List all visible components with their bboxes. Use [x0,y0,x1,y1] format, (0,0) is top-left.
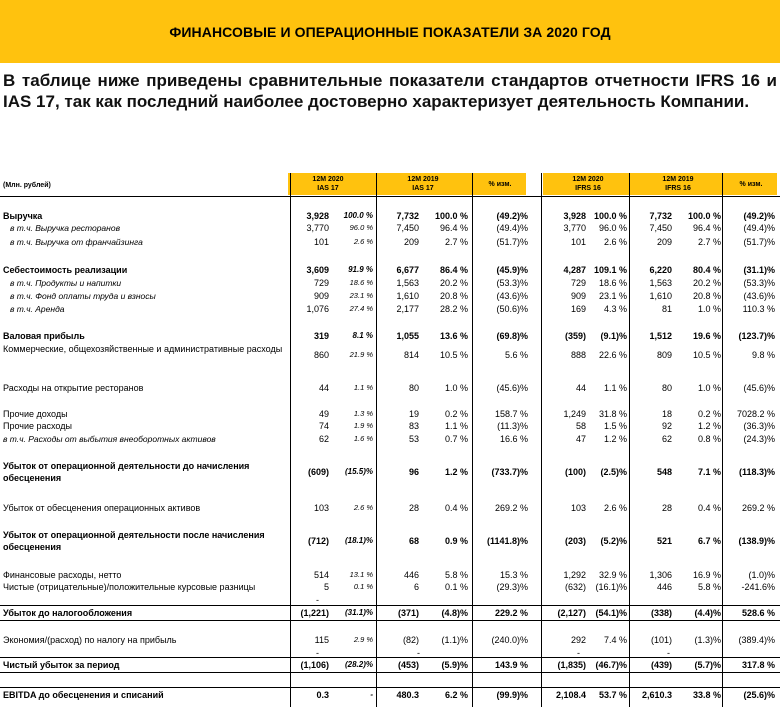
dash-mark: - [316,595,319,605]
cell: (54.1)% [595,608,627,618]
cell: 6 [413,582,419,592]
cell: 28.2 % [439,304,468,314]
cell: 3,770 [306,223,329,233]
cell: 44 [575,383,586,393]
cell: (1141.8)% [486,536,528,546]
cell: (53.3)% [743,278,775,288]
cell: 446 [656,582,672,592]
table-row [0,569,780,581]
row-label: в т.ч. Расходы от выбытия внеоборотных активов [3,434,216,444]
cell: 8.1 % [352,331,373,340]
cell: (609) [307,467,329,477]
cell: 2,108.4 [555,690,586,700]
cell: 2,610.3 [641,690,672,700]
cell: 4,287 [563,265,586,275]
dash-mark: - [417,648,420,658]
cell: (453) [397,660,419,670]
cell: 101 [313,237,329,247]
cell: 10.5 % [692,350,721,360]
cell: 23.1 % [349,291,373,300]
cell: 7028.2 % [736,409,775,419]
cell: 115 [314,635,329,645]
cell: 62 [318,434,329,444]
dash-mark: - [667,648,670,658]
cell: (51.7)% [743,237,775,247]
table-row [0,343,780,367]
cell: 2.7 % [697,237,721,247]
cell: 0.8 % [697,434,721,444]
cell: (1.0)% [748,570,775,580]
cell: 1,512 [649,331,672,341]
cell: 100.0 % [593,211,627,221]
total-rule [0,672,780,673]
cell: 1.0 % [444,383,468,393]
row-label: Убыток до налогообложения [3,608,133,618]
cell: (25.6)% [743,690,775,700]
cell: 53 [408,434,419,444]
cell: 0.1 % [444,582,468,592]
cell: 91.9 % [348,265,373,274]
table-row [0,659,780,671]
cell: 860 [313,350,329,360]
cell: (4.4)% [694,608,721,618]
table-row [0,290,780,302]
cell: 96.4 % [439,223,468,233]
table-row [0,502,780,514]
cell: 110.3 % [742,304,775,314]
cell: 80 [661,383,672,393]
row-label: в т.ч. Выручка от франчайзинга [10,237,143,247]
cell: 27.4 % [349,304,373,313]
cell: 1,249 [563,409,586,419]
cell: 446 [403,570,419,580]
dash-mark: - [577,648,580,658]
total-rule [0,620,780,621]
cell: 2.6 % [603,237,627,247]
cell: 6.2 % [444,690,468,700]
cell: 4.3 % [603,304,627,314]
cell: (99.9)% [496,690,528,700]
cell: (203) [564,536,586,546]
cell: 7,732 [396,211,419,221]
header-change-ias17: % изм. [488,181,512,188]
table-row [0,460,780,484]
cell: 7.1 % [697,467,721,477]
cell: 1.0 % [697,304,721,314]
units-label: (Млн. рублей) [3,182,51,189]
cell: 44 [318,383,329,393]
cell: 1.1 % [353,383,373,392]
cell: (240.0)% [491,635,528,645]
table-row [0,408,780,420]
cell: (16.1)% [595,582,627,592]
title-banner [0,0,780,63]
cell: - [370,690,373,699]
cell: 22.6 % [598,350,627,360]
cell: 7,450 [649,223,672,233]
cell: (733.7)% [491,467,528,477]
cell: 480.3 [396,690,419,700]
cell: 7,450 [396,223,419,233]
cell: 548 [656,467,672,477]
cell: 1,306 [649,570,672,580]
cell: 2,177 [396,304,419,314]
cell: 49 [318,409,329,419]
cell: (53.3)% [496,278,528,288]
cell: 28 [408,503,419,513]
row-label: Экономия/(расход) по налогу на прибыль [3,635,177,645]
cell: 158.7 % [494,409,528,419]
cell: 0.4 % [444,503,468,513]
cell: 2.7 % [444,237,468,247]
cell: 229.2 % [494,608,528,618]
cell: 269.2 % [741,503,775,513]
cell: (1.1)% [441,635,468,645]
cell: 100.0 % [687,211,721,221]
banner-title: ФИНАНСОВЫЕ И ОПЕРАЦИОННЫЕ ПОКАЗАТЕЛИ ЗА 2020 ГОД [169,23,611,40]
total-rule [0,687,780,688]
cell: 100.0 % [434,211,468,221]
row-label: Себестоимость реализации [3,265,128,275]
cell: (338) [650,608,672,618]
table-row [0,210,780,222]
cell: 13.6 % [439,331,468,341]
cell: 109.1 % [593,265,627,275]
cell: 269.2 % [494,503,528,513]
cell: 18.6 % [598,278,627,288]
cell: 6,677 [396,265,419,275]
cell: 92 [661,421,672,431]
cell: 18 [661,409,672,419]
cell: 80.4 % [692,265,721,275]
cell: (82) [402,635,419,645]
cell: (1,106) [300,660,329,670]
header-12m2019-ias17: 12M 2019 IAS 17 [407,176,439,192]
cell: 47 [575,434,586,444]
row-label: Коммерческие, общехозяйственные и административные расходы [3,344,283,354]
cell: 319 [313,331,329,341]
cell: 5.8 % [697,582,721,592]
cell: (2.5)% [600,467,627,477]
cell: 103 [313,503,329,513]
cell: 100.0 % [343,211,373,220]
cell: 5.6 % [504,350,528,360]
cell: 1.9 % [353,421,373,430]
cell: 7,732 [649,211,672,221]
cell: 0.9 % [444,536,468,546]
table-row [0,433,780,445]
cell: (45.9)% [496,265,528,275]
cell: 62 [661,434,672,444]
cell: (50.6)% [496,304,528,314]
cell: 3,928 [306,211,329,221]
cell: (69.8)% [496,331,528,341]
table-row [0,581,780,593]
cell: 20.2 % [439,278,468,288]
cell: (118.3)% [738,467,775,477]
cell: 1.1 % [444,421,468,431]
cell: (632) [564,582,586,592]
cell: 20.8 % [439,291,468,301]
cell: 10.5 % [439,350,468,360]
total-rule [0,657,780,658]
cell: 143.9 % [494,660,528,670]
cell: 20.2 % [692,278,721,288]
cell: 169 [570,304,586,314]
cell: 209 [656,237,672,247]
cell: 3,770 [563,223,586,233]
row-label: Финансовые расходы, нетто [3,570,122,580]
cell: 7.4 % [603,635,627,645]
cell: 514 [313,570,329,580]
cell: 1.5 % [603,421,627,431]
cell: (1,835) [557,660,586,670]
table-row [0,303,780,315]
cell: (5.2)% [600,536,627,546]
row-label: Выручка [3,211,43,221]
cell: (29.3)% [496,582,528,592]
cell: 15.3 % [499,570,528,580]
cell: (4.8)% [441,608,468,618]
cell: 33.8 % [692,690,721,700]
row-label: в т.ч. Выручка ресторанов [10,223,121,233]
cell: (11.3)% [497,421,528,431]
table-row [0,330,780,342]
cell: (123.7)% [738,331,775,341]
cell: 814 [403,350,419,360]
header-12m2019-ifrs16: 12M 2019 IFRS 16 [662,176,694,192]
cell: 96.4 % [692,223,721,233]
table-row [0,607,780,619]
cell: 20.8 % [692,291,721,301]
cell: 19.6 % [692,331,721,341]
cell: 53.7 % [598,690,627,700]
cell: 81 [661,304,672,314]
table-row [0,382,780,394]
cell: (389.4)% [738,635,775,645]
cell: 9.8 % [751,350,775,360]
row-label: в т.ч. Фонд оплаты труда и взносы [10,291,156,301]
cell: 96.0 % [349,223,373,232]
cell: (36.3)% [743,421,775,431]
cell: 1.2 % [444,467,468,477]
cell: 1.1 % [603,383,627,393]
cell: 1.2 % [697,421,721,431]
cell: 1,610 [649,291,672,301]
cell: (2,127) [557,608,586,618]
cell: 103 [570,503,586,513]
row-label: Убыток от операционной деятельности до начисления обесценения [3,461,250,483]
table-row [0,236,780,248]
cell: (1.3)% [694,635,721,645]
cell: 2.6 % [353,237,373,246]
cell: 729 [313,278,329,288]
cell: 209 [403,237,419,247]
total-rule [0,605,780,606]
cell: 5 [323,582,329,592]
cell: 2.6 % [353,503,373,512]
cell: (43.6)% [496,291,528,301]
row-label: Расходы на открытие ресторанов [3,383,144,393]
cell: (45.6)% [496,383,528,393]
cell: (31.1)% [344,608,373,617]
cell: 101 [570,237,586,247]
cell: (9.1)% [600,331,627,341]
table-row [0,222,780,234]
table-row [0,529,780,553]
cell: (100) [564,467,586,477]
cell: 909 [313,291,329,301]
cell: 68 [408,536,419,546]
cell: 58 [575,421,586,431]
cell: 729 [570,278,586,288]
row-label: Убыток от операционной деятельности после начисления обесценения [3,530,265,552]
cell: 21.9 % [349,350,373,359]
dash-mark: - [316,648,319,658]
cell: 13.1 % [349,570,373,579]
cell: (359) [564,331,586,341]
cell: 1,055 [396,331,419,341]
header-rule [0,196,780,197]
row-label: Убыток от обесценения операционных активов [3,503,201,513]
cell: 1.3 % [353,409,373,418]
cell: 6,220 [649,265,672,275]
cell: 28 [661,503,672,513]
cell: 86.4 % [439,265,468,275]
row-label: Чистый убыток за период [3,660,120,670]
row-label: Чистые (отрицательные)/положительные курсовые разницы [3,582,256,592]
cell: (24.3)% [743,434,775,444]
cell: 1.0 % [697,383,721,393]
cell: (712) [307,536,329,546]
cell: (5.9)% [441,660,468,670]
cell: 96 [408,467,419,477]
cell: 5.8 % [444,570,468,580]
row-label: EBITDA до обесценения и списаний [3,690,164,700]
cell: (138.9)% [738,536,775,546]
cell: 18.6 % [349,278,373,287]
cell: 0.3 [316,690,329,700]
cell: 1,610 [396,291,419,301]
cell: 2.9 % [353,635,373,644]
cell: (46.7)% [595,660,627,670]
cell: 1,563 [649,278,672,288]
cell: 0.2 % [697,409,721,419]
cell: (18.1)% [344,536,373,545]
cell: 74 [318,421,329,431]
cell: (15.5)% [344,467,373,476]
cell: (439) [650,660,672,670]
row-label: в т.ч. Продукты и напитки [10,278,122,288]
cell: (49.4)% [496,223,528,233]
row-label: Прочие расходы [3,421,72,431]
cell: 909 [570,291,586,301]
cell: (28.2)% [344,660,373,669]
cell: 0.4 % [697,503,721,513]
row-label: Прочие доходы [3,409,68,419]
cell: (101) [650,635,672,645]
cell: 31.8 % [598,409,627,419]
table-row [0,420,780,432]
cell: 96.0 % [598,223,627,233]
cell: 16.9 % [692,570,721,580]
cell: 83 [408,421,419,431]
cell: (49.2)% [496,211,528,221]
header-12m2020-ias17: 12M 2020 IAS 17 [312,176,344,192]
cell: 6.7 % [697,536,721,546]
cell: (5.7)% [694,660,721,670]
cell: 1,292 [563,570,586,580]
cell: 0.2 % [444,409,468,419]
cell: (1,221) [300,608,329,618]
table-row [0,689,780,701]
cell: 1,076 [306,304,329,314]
cell: 80 [408,383,419,393]
cell: 528.6 % [741,608,775,618]
cell: 32.9 % [598,570,627,580]
cell: 521 [656,536,672,546]
cell: 1.2 % [603,434,627,444]
header-12m2020-ifrs16: 12M 2020 IFRS 16 [572,176,604,192]
cell: 2.6 % [603,503,627,513]
cell: 292 [570,635,586,645]
table-row [0,634,780,646]
cell: 1.6 % [353,434,373,443]
cell: (51.7)% [496,237,528,247]
cell: 317.8 % [741,660,775,670]
cell: (371) [397,608,419,618]
cell: 0.7 % [444,434,468,444]
cell: 1,563 [396,278,419,288]
cell: (31.1)% [743,265,775,275]
table-row [0,277,780,289]
header-change-ifrs16: % изм. [739,181,763,188]
cell: 19 [408,409,419,419]
cell: 3,609 [306,265,329,275]
cell: 888 [570,350,586,360]
cell: -241.6% [741,582,775,592]
cell: 23.1 % [598,291,627,301]
row-label: в т.ч. Аренда [10,304,65,314]
cell: (45.6)% [743,383,775,393]
cell: 809 [656,350,672,360]
cell: 16.6 % [499,434,528,444]
cell: (49.4)% [743,223,775,233]
cell: (49.2)% [743,211,775,221]
intro-paragraph: В таблице ниже приведены сравнительные показатели стандартов отчетности IFRS 16 и IAS 17, так как последний наиболее достоверно характеризует деятельность Компании. [3,71,777,111]
cell: 3,928 [563,211,586,221]
table-row [0,264,780,276]
cell: 0.1 % [353,582,373,591]
row-label: Валовая прибыль [3,331,85,341]
cell: (43.6)% [743,291,775,301]
